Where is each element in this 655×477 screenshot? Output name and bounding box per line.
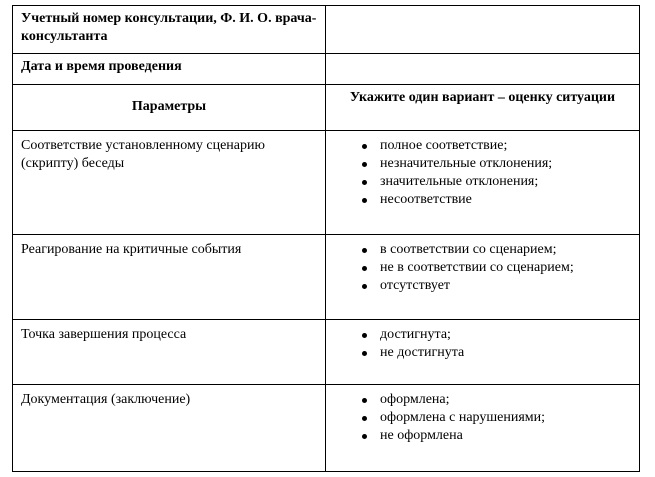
options-list	[326, 131, 639, 209]
datetime-row	[13, 54, 640, 85]
option-label: несоответствие	[380, 192, 472, 207]
option-label: незначительные отклонения;	[380, 156, 553, 171]
consultation-value-cell[interactable]	[326, 6, 640, 54]
criterion-row	[13, 131, 640, 235]
bullet-icon	[362, 416, 367, 421]
params-header: Параметры	[13, 85, 326, 131]
option-item[interactable]	[380, 173, 639, 191]
option-label: отсутствует	[380, 278, 451, 293]
bullet-icon	[362, 144, 367, 149]
bullet-icon	[362, 266, 367, 271]
criterion-row	[13, 235, 640, 320]
option-item[interactable]	[380, 259, 639, 277]
option-item[interactable]	[380, 427, 639, 445]
option-item[interactable]	[380, 409, 639, 427]
option-item[interactable]	[380, 277, 639, 295]
option-item[interactable]	[380, 191, 639, 209]
options-list	[326, 235, 639, 295]
option-label: не оформлена	[380, 428, 463, 443]
option-item[interactable]	[380, 241, 639, 259]
bullet-icon	[362, 248, 367, 253]
choice-header: Укажите один вариант – оценку ситуации	[326, 85, 640, 131]
option-label: достигнута;	[380, 327, 451, 342]
bullet-icon	[362, 398, 367, 403]
options-cell	[326, 385, 640, 472]
bullet-icon	[362, 351, 367, 356]
datetime-label: Дата и время проведения	[13, 54, 326, 85]
bullet-icon	[362, 284, 367, 289]
bullet-icon	[362, 198, 367, 203]
option-label: оформлена;	[380, 392, 450, 407]
consultation-row	[13, 6, 640, 54]
criterion-name: Документация (заключение)	[13, 385, 326, 472]
criterion-row	[13, 385, 640, 472]
option-label: значительные отклонения;	[380, 174, 539, 189]
bullet-icon	[362, 333, 367, 338]
options-list	[326, 385, 639, 445]
option-label: не достигнута	[380, 345, 465, 360]
bullet-icon	[362, 180, 367, 185]
evaluation-table	[12, 5, 640, 472]
option-label: оформлена с нарушениями;	[380, 410, 546, 425]
option-item[interactable]	[380, 391, 639, 409]
criterion-name: Точка завершения процесса	[13, 320, 326, 385]
option-label: в соответствии со сценарием;	[380, 242, 557, 257]
option-item[interactable]	[380, 344, 639, 362]
bullet-icon	[362, 162, 367, 167]
option-item[interactable]	[380, 155, 639, 173]
criterion-row	[13, 320, 640, 385]
options-list	[326, 320, 639, 362]
datetime-value-cell[interactable]	[326, 54, 640, 85]
option-item[interactable]	[380, 326, 639, 344]
bullet-icon	[362, 434, 367, 439]
option-item[interactable]	[380, 137, 639, 155]
header-row	[13, 85, 640, 131]
options-cell	[326, 320, 640, 385]
option-label: полное соответствие;	[380, 138, 508, 153]
criterion-name: Реагирование на критичные события	[13, 235, 326, 320]
consultation-label: Учетный номер консультации, Ф. И. О. врача-консультанта	[13, 6, 326, 54]
option-label: не в соответствии со сценарием;	[380, 260, 574, 275]
criterion-name: Соответствие установленному сценарию (скрипту) беседы	[13, 131, 326, 235]
options-cell	[326, 235, 640, 320]
options-cell	[326, 131, 640, 235]
